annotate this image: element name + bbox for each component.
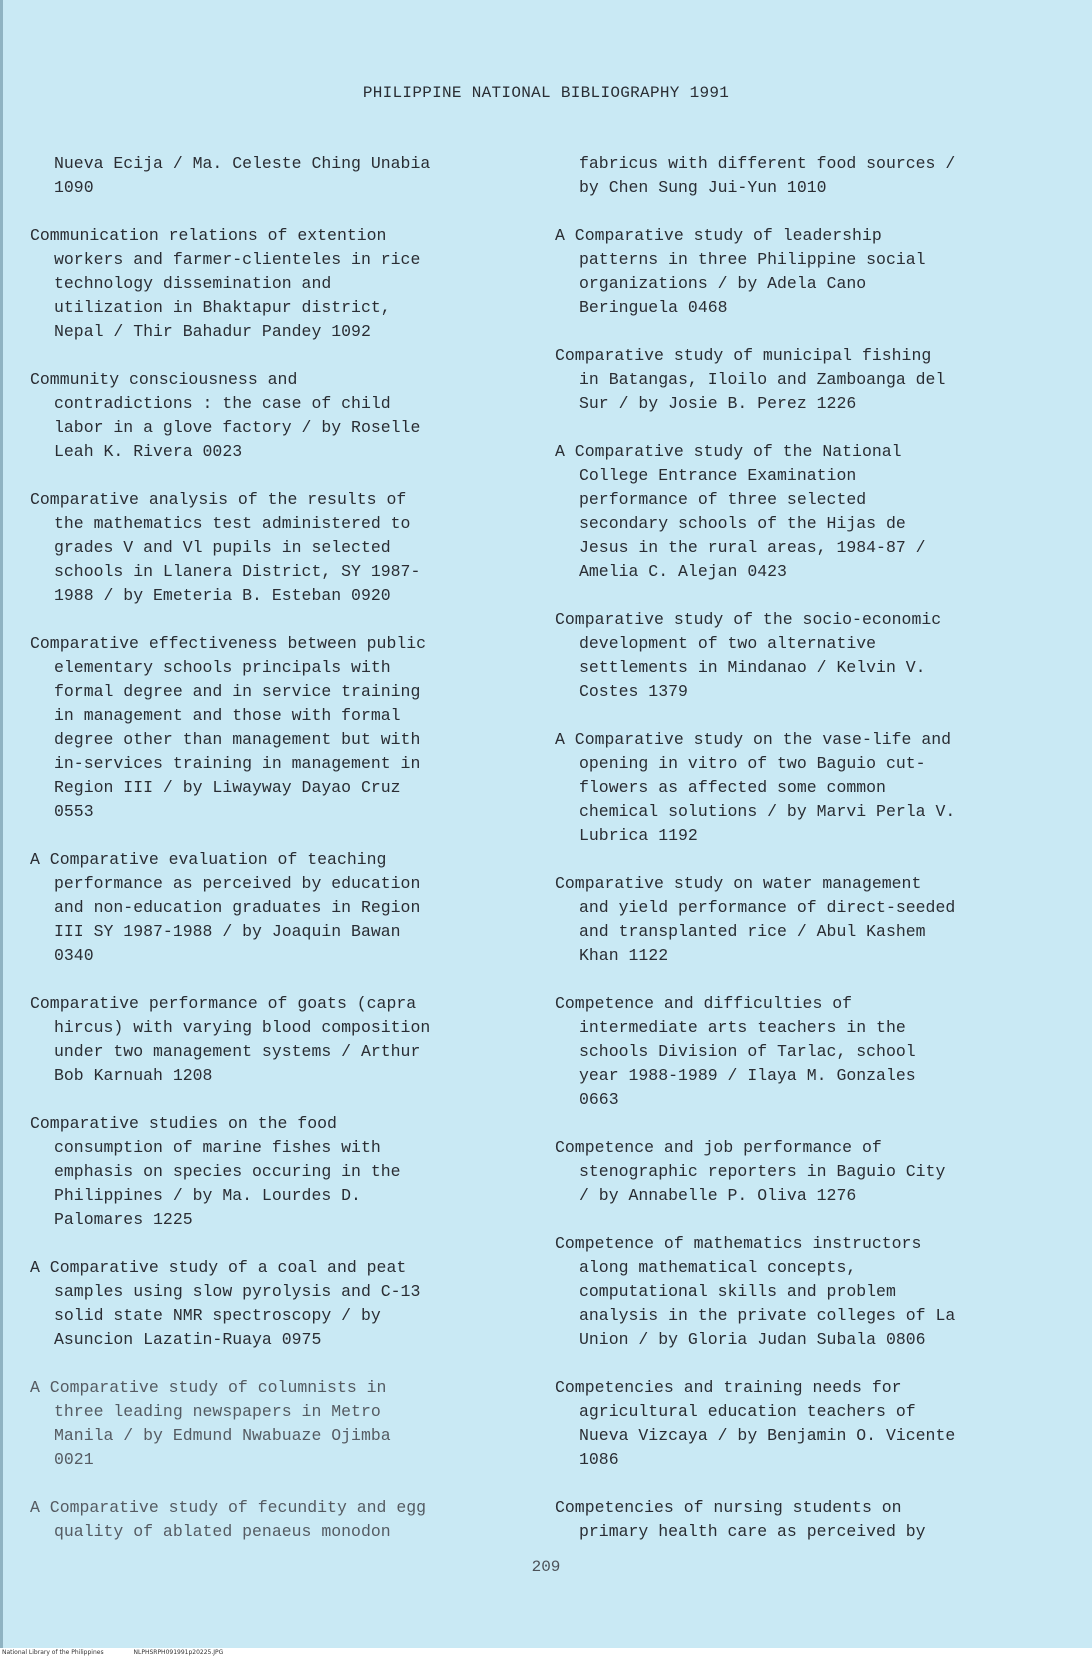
- page-title: PHILIPPINE NATIONAL BIBLIOGRAPHY 1991: [362, 84, 730, 102]
- bibliography-entry: Comparative study of the socio-economic development of two alternative settlements in Mindanao / Kelvin V. Costes 1379: [555, 610, 942, 701]
- bibliography-entry: A Comparative study of fecundity and egg quality of ablated penaeus monodon: [30, 1498, 427, 1541]
- bibliography-entry: Community consciousness and contradictions : the case of child labor in a glove factory / by Roselle Leah K. Rivera 0023: [30, 370, 421, 461]
- footer-filename: NLPHSRPH091991p20225.JPG: [133, 1649, 224, 1656]
- bibliography-entry: Comparative studies on the food consumption of marine fishes with emphasis on species occuring in the Philippines / by Ma. Lourdes D. Palomares 1225: [30, 1114, 401, 1229]
- bibliography-entry: Comparative study of municipal fishing in Batangas, Iloilo and Zamboanga del Sur / by Josie B. Perez 1226: [555, 346, 946, 413]
- bibliography-entry: A Comparative study of columnists in three leading newspapers in Metro Manila / by Edmund Nwabuaze Ojimba 0021: [30, 1378, 391, 1469]
- bibliography-entry: A Comparative evaluation of teaching performance as perceived by education and non-education graduates in Region III SY 1987-1988 / by Joaquin Bawan 0340: [30, 850, 421, 965]
- bibliography-entry: Comparative study on water management and yield performance of direct-seeded and transplanted rice / Abul Kashem Khan 1122: [555, 874, 956, 965]
- footer-library: National Library of the Philippines: [2, 1649, 104, 1656]
- page-number: 209: [531, 1558, 561, 1576]
- bibliography-entry: Competence and difficulties of intermediate arts teachers in the schools Division of Tarlac, school year 1988-1989 / Ilaya M. Gonzales 0663: [555, 994, 916, 1109]
- bibliography-entry: A Comparative study of leadership patterns in three Philippine social organizations / by Adela Cano Beringuela 0468: [555, 226, 926, 317]
- bibliography-entry: Comparative effectiveness between public elementary schools principals with formal degree and in service training in management and those with formal degree other than management but with in-services training in management in Region III / by Liwayway Dayao Cruz 0553: [30, 634, 427, 821]
- bibliography-entry: Comparative performance of goats (capra hircus) with varying blood composition under two management systems / Arthur Bob Karnuah 1208: [30, 994, 431, 1085]
- left-column: [30, 152, 520, 1568]
- scan-footer: [0, 1648, 1092, 1658]
- bibliography-entry: fabricus with different food sources / by Chen Sung Jui-Yun 1010: [579, 154, 956, 197]
- bibliography-entry: Competencies of nursing students on primary health care as perceived by: [555, 1498, 926, 1541]
- bibliography-entry: Nueva Ecija / Ma. Celeste Ching Unabia 1090: [54, 154, 431, 197]
- bibliography-entry: Comparative analysis of the results of the mathematics test administered to grades V and Vl pupils in selected schools in Llanera District, SY 1987- 1988 / by Emeteria B. Esteban 0920: [30, 490, 421, 605]
- bibliography-entry: Communication relations of extention workers and farmer-clienteles in rice technology dissemination and utilization in Bhaktapur district, Nepal / Thir Bahadur Pandey 1092: [30, 226, 421, 341]
- bibliography-entry: Competencies and training needs for agricultural education teachers of Nueva Vizcaya / by Benjamin O. Vicente 1086: [555, 1378, 956, 1469]
- bibliography-entry: Competence and job performance of stenographic reporters in Baguio City / by Annabelle P. Oliva 1276: [555, 1138, 946, 1205]
- page-edge-shadow: [0, 0, 3, 1658]
- bibliography-entry: A Comparative study of the National College Entrance Examination performance of three selected secondary schools of the Hijas de Jesus in the rural areas, 1984-87 / Amelia C. Alejan 0423: [555, 442, 926, 581]
- right-column: [555, 152, 1045, 1568]
- bibliography-entry: Competence of mathematics instructors along mathematical concepts, computational skills and problem analysis in the private colleges of La Union / by Gloria Judan Subala 0806: [555, 1234, 956, 1349]
- bibliography-entry: A Comparative study of a coal and peat samples using slow pyrolysis and C-13 solid state NMR spectroscopy / by Asuncion Lazatin-Ruaya 0975: [30, 1258, 421, 1349]
- bibliography-entry: A Comparative study on the vase-life and opening in vitro of two Baguio cut- flowers as affected some common chemical solutions / by Marvi Perla V. Lubrica 1192: [555, 730, 956, 845]
